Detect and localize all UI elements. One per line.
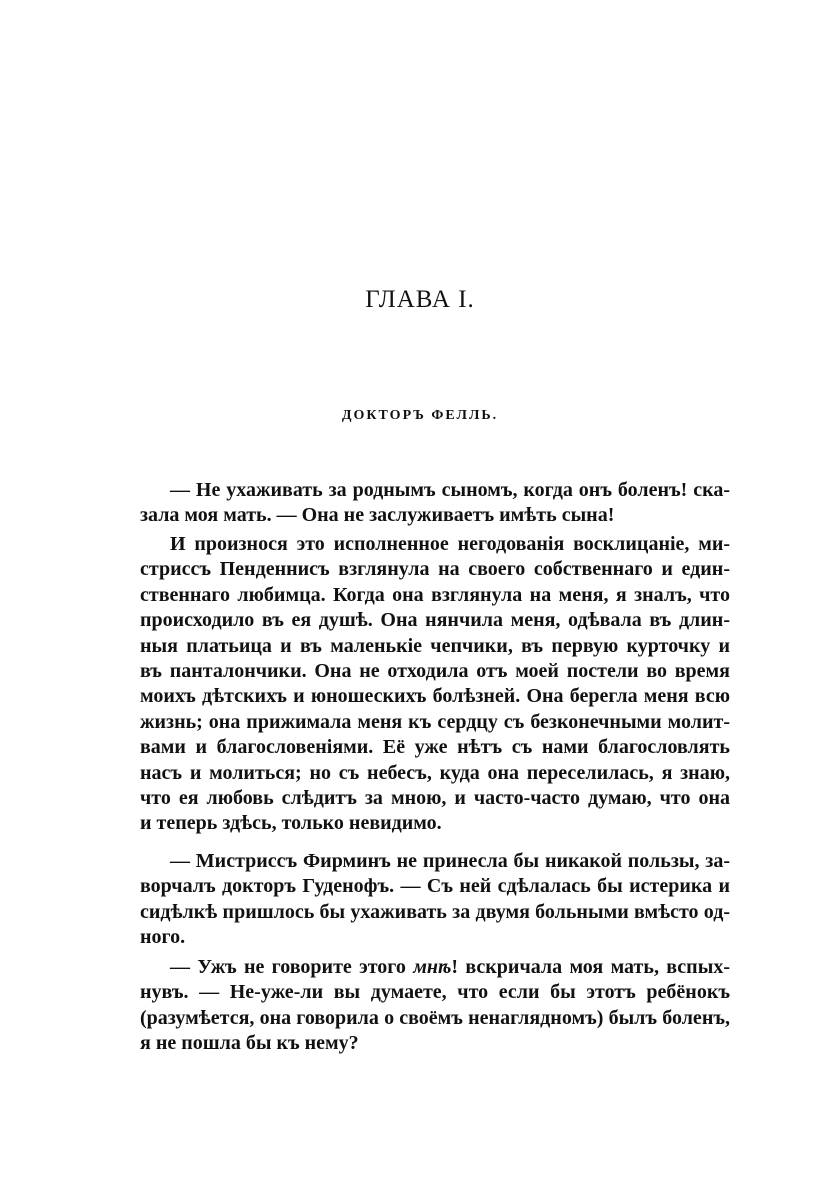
paragraph-1 (140, 478, 730, 529)
paragraph-2 (140, 532, 730, 837)
text-line: насъ и молиться; но съ небесъ, куда она переселилась, я знаю, (140, 761, 730, 784)
text-segment: ! вскричала моя мать, вспых- (451, 956, 730, 978)
text-line: ворчалъ докторъ Гуденофъ. — Съ ней сдѣлалась бы истерика и (140, 875, 730, 898)
text-line: — Мистриссъ Фирминъ не принесла бы никакой пользы, за- (170, 850, 730, 872)
text-line: моихъ дѣтскихъ и юношескихъ болѣзней. Она берегла меня всю (140, 685, 730, 708)
chapter-title: ГЛАВА I. (365, 286, 475, 313)
text-line: ныя платьица и въ маленькіе чепчики, въ первую курточку и (140, 634, 730, 657)
text-line: — Не ухаживать за роднымъ сыномъ, когда онъ боленъ! ска- (170, 479, 730, 501)
text-line: сидѣлкѣ пришлось бы ухаживать за двумя больными вмѣсто од- (140, 900, 730, 923)
text-line: зала моя мать. — Она не заслуживаетъ имѣть сына! (140, 504, 615, 527)
emphasized-word: мнѣ (413, 956, 452, 978)
text-line: нувъ. — Не-уже-ли вы думаете, что если бы этотъ ребёнокъ (140, 981, 730, 1004)
paragraph-4 (140, 955, 730, 1057)
text-line: (разумѣется, она говорила о своёмъ ненаглядномъ) былъ боленъ, (140, 1006, 730, 1029)
text-line: я не пошла бы къ нему? (140, 1032, 359, 1055)
text-line: и теперь здѣсь, только невидимо. (140, 812, 442, 835)
text-line: вами и благословеніями. Её уже нѣтъ съ нами благословлять (140, 736, 730, 759)
text-line: въ панталончики. Она не отходила отъ моей постели во время (140, 660, 730, 683)
text-line: ственнаго любимца. Когда она взглянула на меня, я зналъ, что (140, 583, 730, 606)
text-line: И произнося это исполненное негодованія восклицаніе, ми- (170, 533, 730, 555)
text-line: происходило въ ея душѣ. Она нянчила меня, одѣвала въ длин- (140, 609, 730, 632)
text-line (140, 955, 730, 980)
text-segment: — Ужъ не говорите этого (170, 956, 414, 978)
text-line: ного. (140, 926, 186, 949)
text-line: жизнь; она прижимала меня къ сердцу съ безконечными молит- (140, 710, 730, 733)
chapter-subtitle: ДОКТОРЪ ФЕЛЛЬ. (341, 408, 499, 423)
text-line: что ея любовь слѣдитъ за мною, и часто-часто думаю, что она (140, 787, 730, 810)
text-line: стриссъ Пенденнисъ взглянула на своего собственнаго и един- (140, 558, 730, 581)
paragraph-3 (140, 849, 730, 951)
